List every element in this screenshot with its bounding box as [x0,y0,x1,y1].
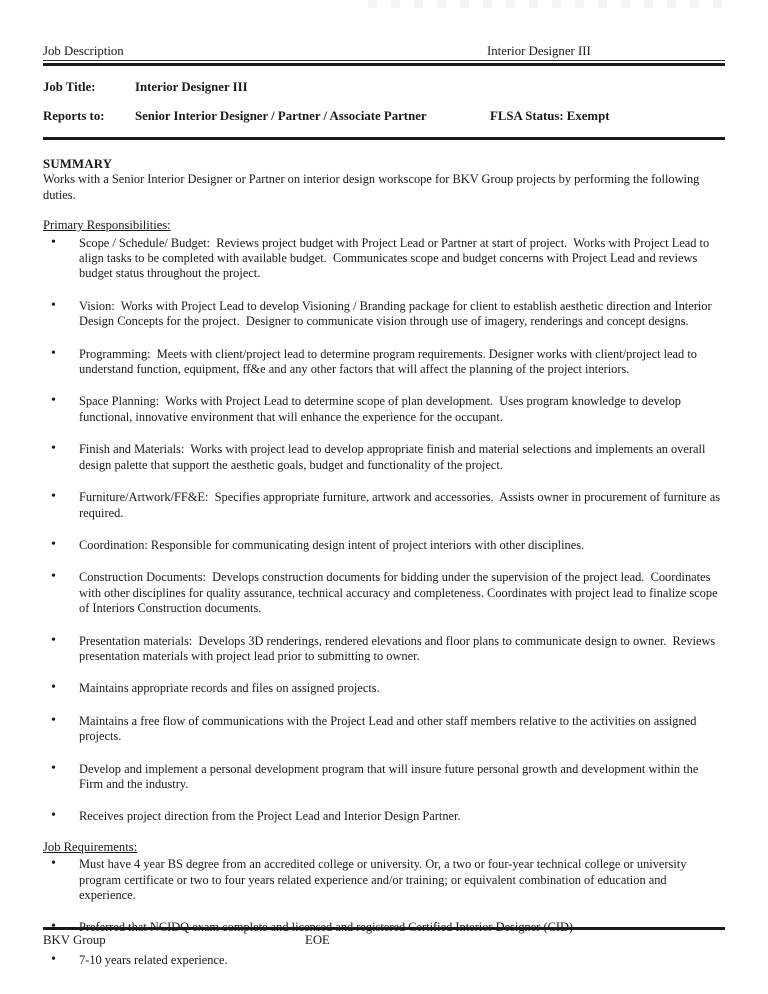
bullet-item: • Coordination: Responsible for communicating design intent of project interiors with other disciplines. [43,538,725,553]
primary-responsibilities-heading: Primary Responsibilities: [43,218,171,233]
meta-bottom-rule [43,137,725,140]
footer-company: BKV Group [43,933,106,947]
footer-eoe: EOE [305,933,330,947]
bullet-item: • Maintains a free flow of communications with the Project Lead and other staff members relative to the activities on assigned projects. [43,714,725,745]
summary-text: Works with a Senior Interior Designer or Partner on interior design workscope for BKV Group projects by performing the following duties. [43,172,703,202]
job-title-row [43,80,725,95]
bullet-item: • Must have 4 year BS degree from an accredited college or university. Or, a two or four-year technical college or university program certificate or two to four years related experience and/or training; or equivalent combination of education and experience. [43,857,725,903]
bullet-item: • Space Planning: Works with Project Lead to determine scope of plan development. Uses program knowledge to develop functional, innovative environment that will enhance the experience for the occupant. [43,394,725,425]
document-footer [43,927,725,948]
job-requirements-list [43,857,725,968]
bullet-item: • Scope / Schedule/ Budget: Reviews project budget with Project Lead or Partner at start of project. Works with Project Lead to align tasks to be completed with available budget. Communicates scope and budget concerns with Project Lead and reviews budget status throughout the project. [43,236,725,282]
primary-responsibilities-list [43,236,725,825]
job-title-label: Job Title: [43,80,96,94]
bullet-item: • Receives project direction from the Project Lead and Interior Design Partner. [43,809,725,824]
header-doc-type: Job Description [43,44,124,58]
document-header [43,44,725,61]
reports-to-row [43,109,725,124]
bullet-item: • Vision: Works with Project Lead to develop Visioning / Branding package for client to establish aesthetic direction and Interior Design Concepts for the project. Designer to communicate vision through use of imagery, renderings and concept designs. [43,299,725,330]
reports-to-label: Reports to: [43,109,105,123]
flsa-status: FLSA Status: Exempt [490,109,610,123]
bullet-item: • Finish and Materials: Works with project lead to develop appropriate finish and material selections and implements an overall design palette that support the aesthetic goals, budget and functionality of the project. [43,442,725,473]
document-content [43,0,725,968]
bullet-item: • Presentation materials: Develops 3D renderings, rendered elevations and floor plans to communicate design to owner. Reviews presentation materials with project lead prior to submitting to owner. [43,634,725,665]
bullet-item: • Programming: Meets with client/project lead to determine program requirements. Designer works with client/project lead to understand function, equipment, ff&e and any other factors that will affect the planning of the project interiors. [43,347,725,378]
bullet-item: • 7-10 years related experience. [43,953,725,968]
header-thick-rule [43,63,725,66]
bullet-item: • Construction Documents: Develops construction documents for bidding under the supervision of the project lead. Coordinates with other disciplines for quality assurance, technical accuracy and completeness. Coordinates with project lead to finalize scope of Interiors Construction documents. [43,570,725,616]
summary-heading: SUMMARY [43,157,113,171]
bullet-item: • Furniture/Artwork/FF&E: Specifies appropriate furniture, artwork and accessories. Assists owner in procurement of furniture as required. [43,490,725,521]
bullet-item: • Preferred that NCIDQ exam complete and licensed and registered Certified Interior Designer (CID) [43,920,725,935]
bullet-item: • Maintains appropriate records and files on assigned projects. [43,681,725,696]
bullet-item: • Develop and implement a personal development program that will insure future personal growth and development within the Firm and the industry. [43,762,725,793]
reports-to-value: Senior Interior Designer / Partner / Associate Partner [135,109,427,123]
job-title-value: Interior Designer III [135,80,248,94]
header-doc-title: Interior Designer III [487,44,591,58]
job-requirements-heading: Job Requirements: [43,839,138,854]
